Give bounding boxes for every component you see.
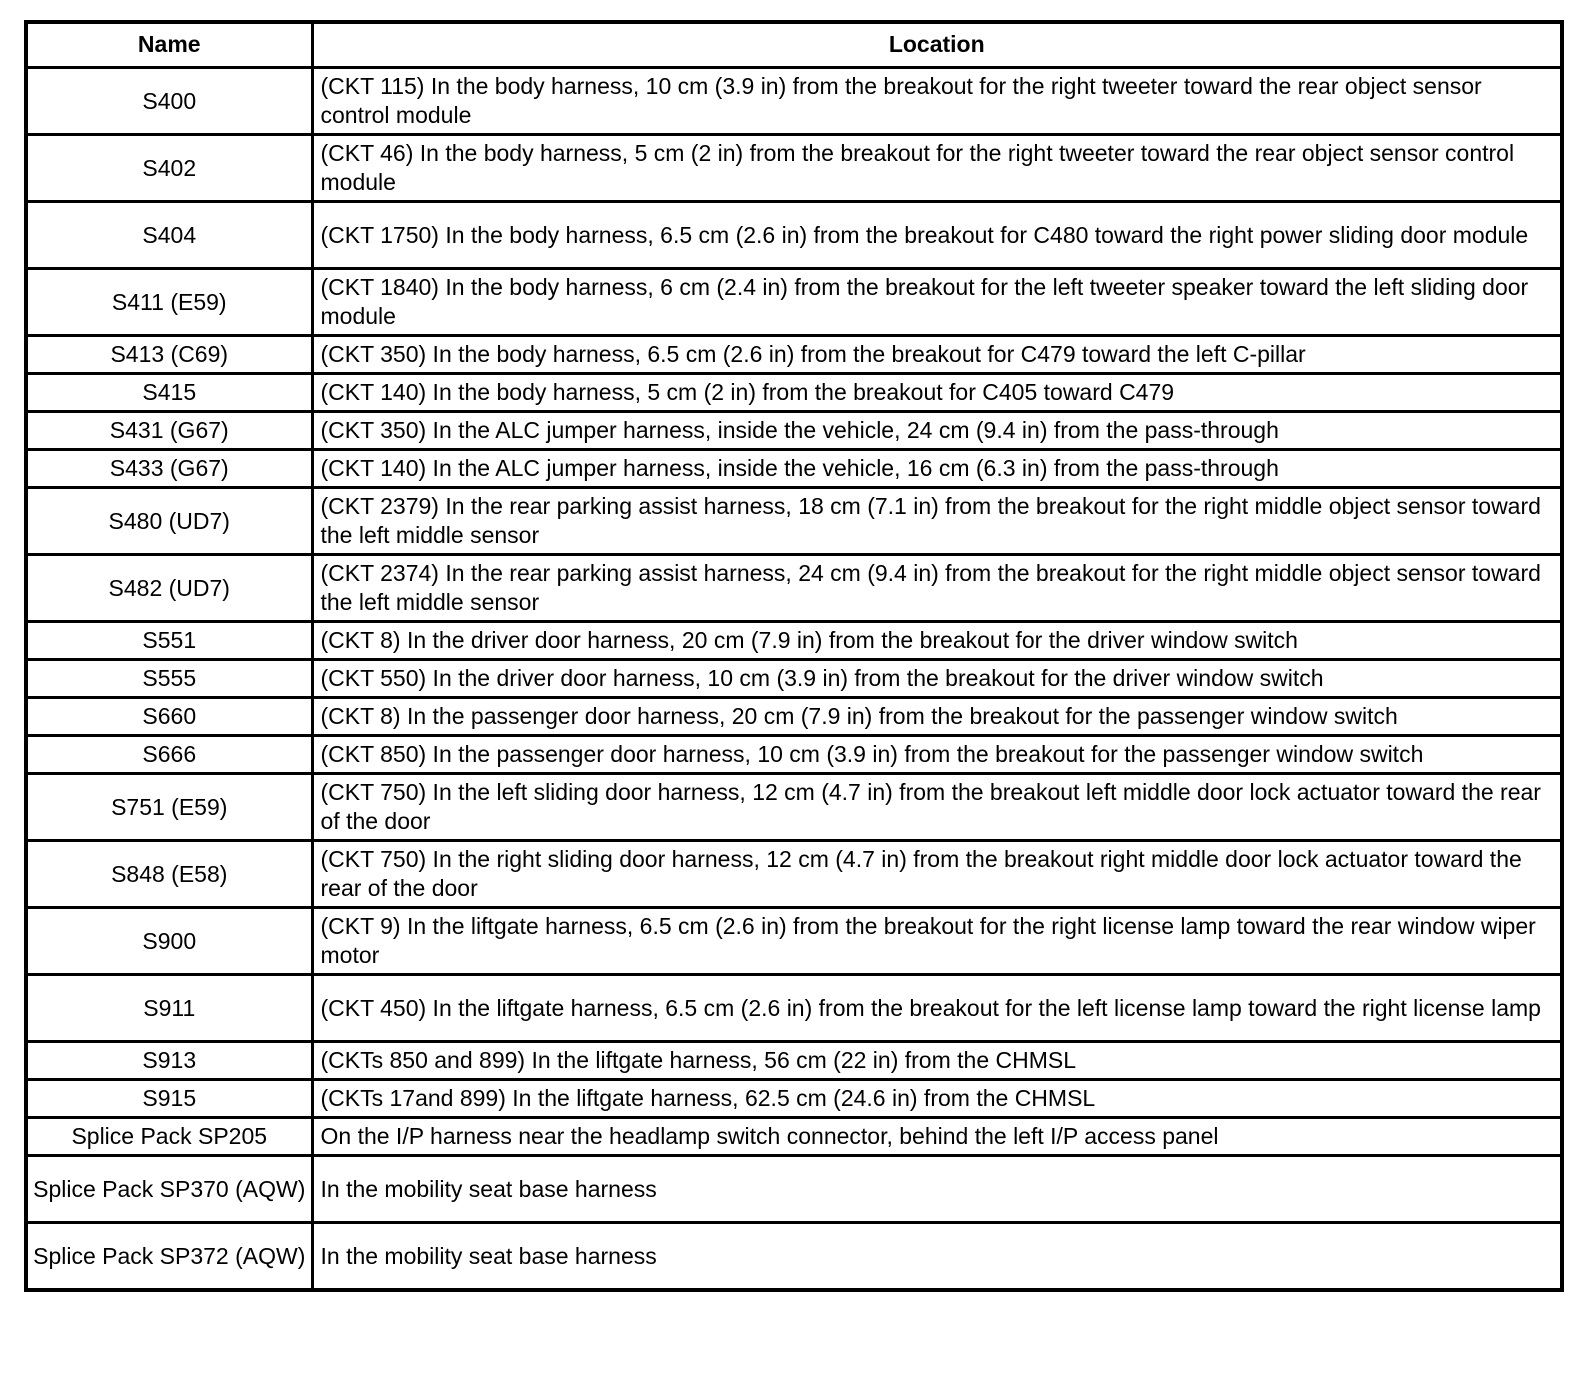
splice-name: S848 (E58) [26, 841, 312, 908]
splice-name: S900 [26, 908, 312, 975]
table-row [26, 698, 1562, 736]
splice-location: On the I/P harness near the headlamp switch connector, behind the left I/P access panel [312, 1118, 1562, 1156]
splice-name: S482 (UD7) [26, 555, 312, 622]
table-row [26, 555, 1562, 622]
splice-location: (CKT 450) In the liftgate harness, 6.5 cm (2.6 in) from the breakout for the left license lamp toward the right license lamp [312, 975, 1562, 1042]
splice-location: (CKT 550) In the driver door harness, 10 cm (3.9 in) from the breakout for the driver window switch [312, 660, 1562, 698]
splice-name: S913 [26, 1042, 312, 1080]
splice-location: (CKT 850) In the passenger door harness, 10 cm (3.9 in) from the breakout for the passenger window switch [312, 736, 1562, 774]
header-row [26, 22, 1562, 68]
table-row [26, 660, 1562, 698]
splice-name: S415 [26, 374, 312, 412]
table-row [26, 841, 1562, 908]
table-row [26, 975, 1562, 1042]
splice-name: S400 [26, 68, 312, 135]
header-location: Location [312, 22, 1562, 68]
table-row [26, 336, 1562, 374]
table-row [26, 1118, 1562, 1156]
table-row [26, 1080, 1562, 1118]
splice-location: (CKT 2374) In the rear parking assist harness, 24 cm (9.4 in) from the breakout for the right middle object sensor toward the left middle sensor [312, 555, 1562, 622]
splice-location: (CKT 46) In the body harness, 5 cm (2 in) from the breakout for the right tweeter toward the rear object sensor control module [312, 135, 1562, 202]
splice-name: Splice Pack SP370 (AQW) [26, 1156, 312, 1223]
splice-location: (CKT 8) In the driver door harness, 20 cm (7.9 in) from the breakout for the driver window switch [312, 622, 1562, 660]
splice-name: S413 (C69) [26, 336, 312, 374]
table-row [26, 202, 1562, 269]
splice-location: (CKT 9) In the liftgate harness, 6.5 cm (2.6 in) from the breakout for the right license lamp toward the rear window wiper motor [312, 908, 1562, 975]
table-row [26, 1156, 1562, 1223]
splice-location: (CKT 1750) In the body harness, 6.5 cm (2.6 in) from the breakout for C480 toward the right power sliding door module [312, 202, 1562, 269]
splice-location: In the mobility seat base harness [312, 1223, 1562, 1291]
splice-name: S551 [26, 622, 312, 660]
splice-name: S433 (G67) [26, 450, 312, 488]
splice-name: S555 [26, 660, 312, 698]
table-row [26, 488, 1562, 555]
table-row [26, 774, 1562, 841]
table-row [26, 269, 1562, 336]
table-row [26, 135, 1562, 202]
splice-location: (CKT 750) In the right sliding door harness, 12 cm (4.7 in) from the breakout right middle door lock actuator toward the rear of the door [312, 841, 1562, 908]
table-row [26, 908, 1562, 975]
splice-location: (CKTs 850 and 899) In the liftgate harness, 56 cm (22 in) from the CHMSL [312, 1042, 1562, 1080]
table-row [26, 450, 1562, 488]
splice-location: (CKT 1840) In the body harness, 6 cm (2.4 in) from the breakout for the left tweeter speaker toward the left sliding door module [312, 269, 1562, 336]
splice-location: (CKT 140) In the ALC jumper harness, inside the vehicle, 16 cm (6.3 in) from the pass-through [312, 450, 1562, 488]
splice-name: S404 [26, 202, 312, 269]
splice-location: (CKT 750) In the left sliding door harness, 12 cm (4.7 in) from the breakout left middle door lock actuator toward the rear of the door [312, 774, 1562, 841]
splice-location: (CKT 115) In the body harness, 10 cm (3.9 in) from the breakout for the right tweeter toward the rear object sensor control module [312, 68, 1562, 135]
splice-location: (CKT 140) In the body harness, 5 cm (2 in) from the breakout for C405 toward C479 [312, 374, 1562, 412]
table-row [26, 412, 1562, 450]
header-name: Name [26, 22, 312, 68]
splice-name: S480 (UD7) [26, 488, 312, 555]
splice-location: (CKT 350) In the body harness, 6.5 cm (2.6 in) from the breakout for C479 toward the left C-pillar [312, 336, 1562, 374]
splice-name: S915 [26, 1080, 312, 1118]
splice-location: (CKT 8) In the passenger door harness, 20 cm (7.9 in) from the breakout for the passenger window switch [312, 698, 1562, 736]
splice-location: (CKTs 17and 899) In the liftgate harness, 62.5 cm (24.6 in) from the CHMSL [312, 1080, 1562, 1118]
splice-location: (CKT 2379) In the rear parking assist harness, 18 cm (7.1 in) from the breakout for the right middle object sensor toward the left middle sensor [312, 488, 1562, 555]
splice-name: S751 (E59) [26, 774, 312, 841]
splice-name: S411 (E59) [26, 269, 312, 336]
splice-location: (CKT 350) In the ALC jumper harness, inside the vehicle, 24 cm (9.4 in) from the pass-through [312, 412, 1562, 450]
table-row [26, 622, 1562, 660]
splice-name: S666 [26, 736, 312, 774]
splice-location-table [24, 20, 1564, 1292]
splice-name: Splice Pack SP205 [26, 1118, 312, 1156]
splice-name: Splice Pack SP372 (AQW) [26, 1223, 312, 1291]
table-row [26, 736, 1562, 774]
table-row [26, 374, 1562, 412]
splice-name: S660 [26, 698, 312, 736]
table-row [26, 1223, 1562, 1291]
splice-name: S431 (G67) [26, 412, 312, 450]
splice-name: S911 [26, 975, 312, 1042]
splice-name: S402 [26, 135, 312, 202]
splice-location: In the mobility seat base harness [312, 1156, 1562, 1223]
table-row [26, 1042, 1562, 1080]
table-row [26, 68, 1562, 135]
